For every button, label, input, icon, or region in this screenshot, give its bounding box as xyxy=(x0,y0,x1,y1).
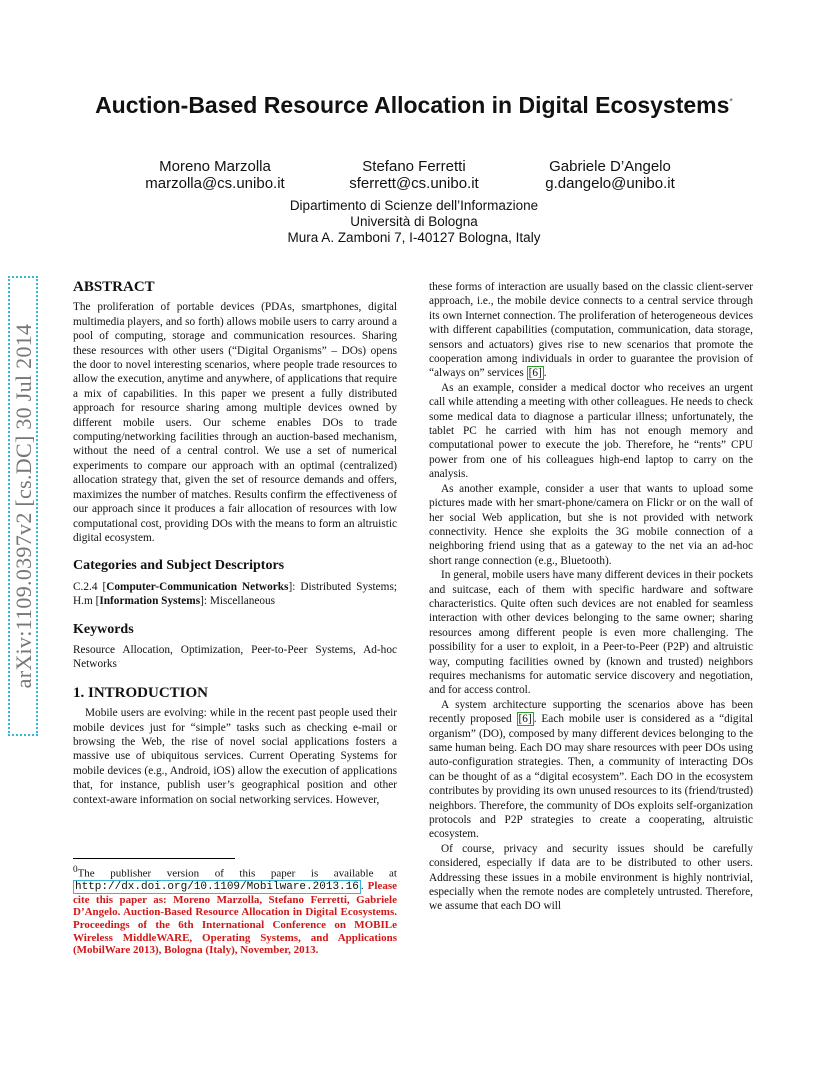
footnote-lead: The publisher version of this paper is available at xyxy=(77,867,397,880)
paragraph-text: . Each mobile user is considered as a “digital organism” (DO), composed by many different devices belonging to the same human being. Each DO may share resources with peer DOs using auto-configuration strategies. Then, a community of interacting DOs can be thought of as a “digital ecosystem”. Each DO in the ecosystem contributes by providing its own unused resources to its (friend/trusted) neighbors. Therefore, the community of DOs exploits self-organization protocols and P2P strategies to create a cooperating, altruistic ecosystem. xyxy=(429,713,753,841)
categories-heading: Categories and Subject Descriptors xyxy=(73,558,285,574)
categories-bold-2: Information Systems xyxy=(99,595,201,608)
paragraph-text: these forms of interaction are usually based on the classic client-server approach, i.e., the mobile device connects to a central service through its own Internet connection. The proliferation of heterogeneous devices with different capabilities (computation, communication, data storage, sensors and actuators) gives rise to new scenarios that promote the cooperation among individuals in order to guarantee the provision of “always on” services xyxy=(429,281,753,380)
body-paragraph: In general, mobile users have many different devices in their pockets and suitcase, each of them with specific hardware and software characteristics. Quite often such devices are not enabled for seamless interaction with other devices belonging to the same owner; sharing resources among different people is even more challenging. The possibility for a user to exploit, in a Peer-to-Peer (P2P) and altruistic way, computing facilities owned by (known and trusted) neighbors requires mechanisms for automatic service discovery and negotiation, and for access control. xyxy=(429,569,753,697)
body-paragraph: Of course, privacy and security issues should be carefully considered, especially if data are to be distributed to other users. Addressing these issues in a mobile environment is highly nontrivial, especially when the remote nodes are completely untrusted. Therefore, we assume that each DO will xyxy=(429,842,753,913)
author-email: sferrett@cs.unibo.it xyxy=(349,175,479,192)
author-email: g.dangelo@unibo.it xyxy=(545,175,675,192)
affiliation-line: Mura A. Zamboni 7, I-40127 Bologna, Italy xyxy=(287,230,541,245)
doi-link[interactable]: http://dx.doi.org/10.1109/Mobilware.2013.16 xyxy=(75,881,359,894)
affiliation xyxy=(0,198,828,246)
arxiv-identifier: arXiv:1109.0397v2 [cs.DC] 30 Jul 2014 xyxy=(11,323,36,689)
citation-link[interactable]: [6] xyxy=(528,367,542,380)
categories-bold-1: Computer-Communication Networks xyxy=(106,580,289,593)
author-name: Stefano Ferretti xyxy=(362,158,466,175)
introduction-heading: 1. INTRODUCTION xyxy=(73,684,209,701)
author-name: Gabriele D’Angelo xyxy=(549,158,671,175)
footnote-rule xyxy=(73,858,235,859)
keywords-heading: Keywords xyxy=(73,621,134,637)
title-footnote-mark: * xyxy=(729,96,733,107)
right-column xyxy=(429,280,753,914)
author-3 xyxy=(495,158,725,192)
body-paragraph xyxy=(429,280,753,381)
abstract-heading: ABSTRACT xyxy=(73,279,155,295)
paper-title xyxy=(0,92,828,119)
abstract-text: The proliferation of portable devices (PDAs, smartphones, digital multimedia players, and so forth) allows mobile users to carry around a pool of computing, storage and communication resources. Sharing these resources with other users (“Digital Organisms” – DOs) opens the door to novel interesting scenarios, where people trade resources to allow the execution, anytime and anywhere, of applications that require a mix of capabilities. In this paper we present a fully distributed approach for resource sharing among multiple devices owned by different mobile users. Our scheme enables DOs to trade computing/networking facilities through an auction-based mechanism, without the need of a central control. We use a set of numerical experiments to compare our approach with an optimal (centralized) allocation strategy that, given the set of resource demands and offers, maximizes the number of matches. Results confirm the effectiveness of our approach since it produces a fair allocation of resources with low computational cost, providing DOs with the means to form an altruistic digital ecosystem. xyxy=(73,301,397,544)
footnote-mark: 0 xyxy=(73,864,78,874)
categories-text xyxy=(73,580,397,609)
author-email: marzolla@cs.unibo.it xyxy=(145,175,285,192)
introduction-paragraph: Mobile users are evolving: while in the recent past people used their mobile devices just for “simple” tasks such as checking e-mail or browsing the Web, the rise of novel social applications fosters a massive use of ubiquitous services. Current Operating Systems for mobile devices (e.g., Android, iOS) allow the execution of applications that, for instance, publish user’s geographical position and other context-aware information on social networking services. However, xyxy=(73,707,397,806)
paragraph-text: A system architecture supporting the scenarios above has been recently proposed xyxy=(429,698,753,726)
arxiv-stamp[interactable] xyxy=(4,270,44,740)
categories-code: C.2.4 [ xyxy=(73,580,107,593)
left-column xyxy=(73,280,397,807)
paragraph-text: . xyxy=(543,367,547,380)
footnote-sep: . xyxy=(360,880,368,893)
affiliation-line: Università di Bologna xyxy=(350,214,478,229)
citation-notice: Please cite this paper as: Moreno Marzolla, Stefano Ferretti, Gabriele D’Angelo. Auction-Based Resource Allocation in Digital Ecosystems. Proceedings of the 6th International Conference on MOBILe Wireless MiddleWARE, Operating Systems, and Applications (MobilWare 2013), Bologna (Italy), November, 2013. xyxy=(73,880,397,957)
body-paragraph: As an example, consider a medical doctor who receives an urgent call while attending a meeting with other colleagues. He needs to check some medical data to diagnose a particular illness; unfortunately, the tablet PC he carried with him has not enough memory and computational power to execute the job. Therefore, he “rents” CPU power from one of his colleagues high-end laptop to carry on the analysis. xyxy=(429,381,753,481)
citation-link[interactable]: [6] xyxy=(518,713,532,726)
categories-rest-1: ]: Distributed Systems; H.m [ xyxy=(73,580,397,608)
author-1 xyxy=(100,158,330,192)
title-text: Auction-Based Resource Allocation in Digital Ecosystems xyxy=(95,92,730,118)
footnote xyxy=(73,863,397,957)
body-paragraph: As another example, consider a user that wants to upload some pictures made with her smart-phone/camera on Flickr or on the wall of her social Web application, but she is not provided with network connectivity. Hence she exploits the 3G mobile connection of a neighboring friend using that as a gateway to the net via an ad-hoc short range connection (e.g., Bluetooth). xyxy=(429,482,753,567)
keywords-text: Resource Allocation, Optimization, Peer-to-Peer Systems, Ad-hoc Networks xyxy=(73,643,397,671)
author-name: Moreno Marzolla xyxy=(159,158,271,175)
affiliation-line: Dipartimento di Scienze dell’Informazione xyxy=(289,198,539,213)
categories-rest-2: ]: Miscellaneous xyxy=(200,595,276,608)
body-paragraph xyxy=(429,698,753,842)
